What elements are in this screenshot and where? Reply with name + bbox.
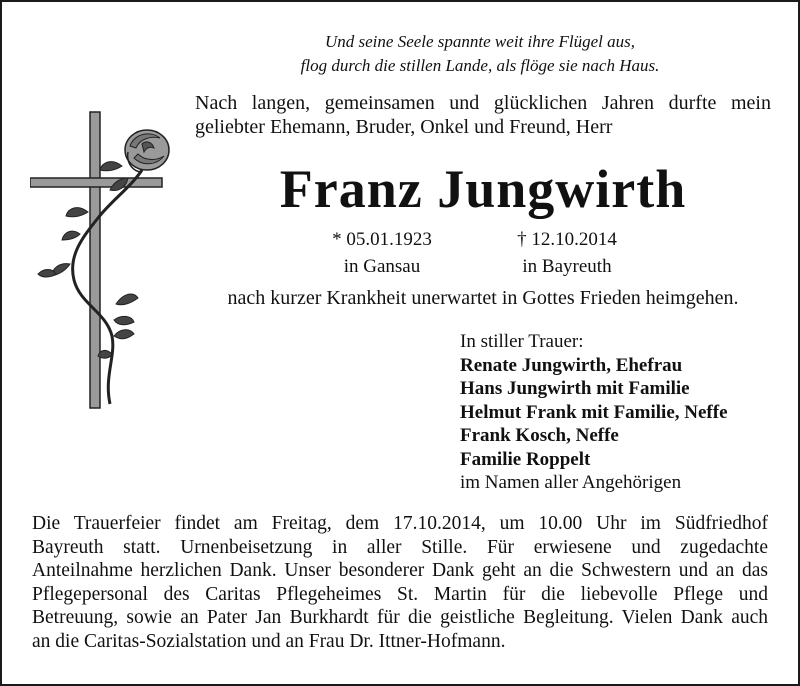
cross-horizontal-beam xyxy=(30,178,162,187)
cross-with-rose-illustration xyxy=(30,108,180,413)
poem-line-1: Und seine Seele spannte weit ihre Flügel aus, xyxy=(324,32,636,51)
death-info xyxy=(467,226,667,280)
mourning-closing: im Namen aller Angehörigen xyxy=(460,472,682,493)
mourner-name: Renate Jungwirth, Ehefrau xyxy=(460,354,683,376)
death-date: † 12.10.2014 xyxy=(517,229,617,250)
intro-line-2: geliebter Ehemann, Bruder, Onkel und Freund, Herr xyxy=(195,116,613,138)
funeral-notice-line: Bayreuth statt. Urnenbeisetzung in aller Stille. Für erwiesene und zugedachte xyxy=(32,536,768,558)
mourner-name: Familie Roppelt xyxy=(460,448,591,470)
funeral-notice-line: Anteilnahme herzlichen Dank. Unser besonderer Dank geht an die Schwestern und an das xyxy=(32,560,768,581)
birth-info xyxy=(282,226,482,280)
cross-rose-icon xyxy=(30,108,180,413)
mourner-name: Frank Kosch, Neffe xyxy=(460,425,619,446)
birth-place: in Gansau xyxy=(343,256,421,277)
passing-text: nach kurzer Krankheit unerwartet in Gottes Frieden heimgehen. xyxy=(227,287,739,309)
deceased-name: Franz Jungwirth xyxy=(279,159,687,219)
funeral-notice-line: an die Caritas-Sozialstation und an Frau Dr. Ittner-Hofmann. xyxy=(32,630,506,652)
mourners-block xyxy=(460,330,790,495)
cross-vertical-beam xyxy=(90,112,100,408)
funeral-notice-line: Pflegepersonal des Caritas Pflegeheimes St. Martin für die liebevolle Pflege und xyxy=(32,583,768,605)
funeral-notice xyxy=(32,512,768,653)
poem-line-2: flog durch die stillen Lande, als flöge sie nach Haus. xyxy=(300,56,660,75)
mourner-name: Helmut Frank mit Familie, Neffe xyxy=(460,401,728,423)
rose-stem xyxy=(73,170,142,404)
mourner-name: Hans Jungwirth mit Familie xyxy=(460,378,690,399)
intro-line-1: Nach langen, gemeinsamen und glücklichen Jahren durfte mein xyxy=(195,92,771,114)
rose-bloom xyxy=(125,130,169,172)
funeral-notice-line: Betreuung, sowie an Pater Jan Burkhardt für die geistliche Begleitung. Vielen Dank auch xyxy=(32,607,768,628)
intro-text xyxy=(195,91,771,139)
mourning-heading: In stiller Trauer: xyxy=(460,331,584,352)
birth-date: * 05.01.1923 xyxy=(332,229,432,250)
funeral-notice-line: Die Trauerfeier findet am Freitag, dem 17.10.2014, um 10.00 Uhr im Südfriedhof xyxy=(32,513,768,534)
death-place: in Bayreuth xyxy=(522,256,612,277)
epitaph-poem xyxy=(300,30,660,78)
